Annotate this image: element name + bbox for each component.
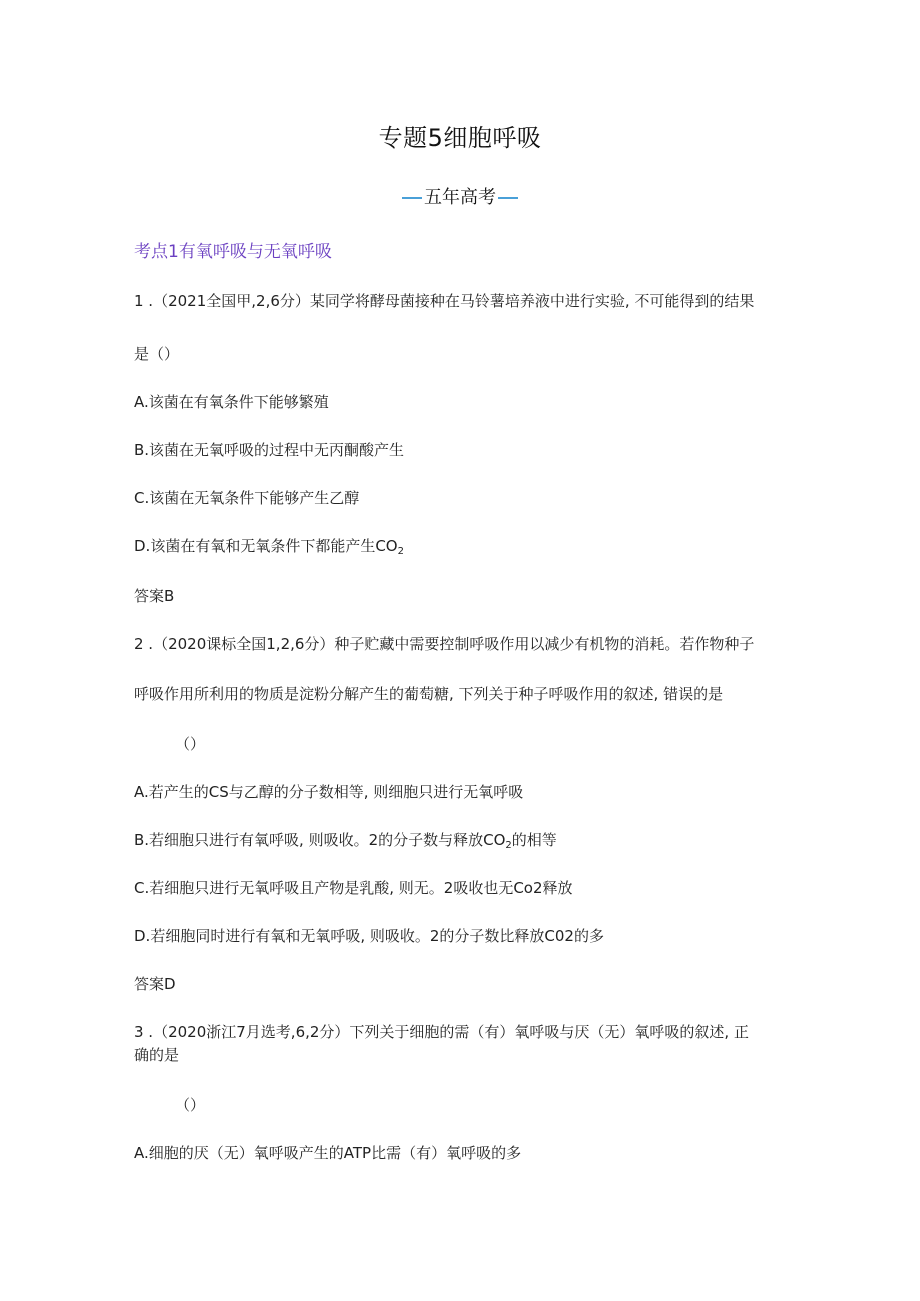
q3-stem-line-2: 确的是: [134, 1046, 180, 1064]
q1-option-c: C.该菌在无氧条件下能够产生乙醇: [134, 489, 360, 507]
q1-option-a: A.该菌在有氧条件下能够繁殖: [134, 393, 329, 411]
q1-option-d: [134, 535, 404, 557]
q1-stem-line-2: 是（）: [134, 345, 180, 363]
q2-answer: 答案D: [134, 975, 176, 993]
q3-stem-line-1: 3 .（2020浙江7月选考,6,2分）下列关于细胞的需（有）氧呼吸与厌（无）氧呼吸的叙述, 正: [134, 1023, 749, 1041]
q2-answer-paren: （）: [175, 735, 206, 753]
q3-option-a: A.细胞的厌（无）氧呼吸产生的ATP比需（有）氧呼吸的多: [134, 1144, 522, 1162]
q2-option-c: C.若细胞只进行无氧呼吸且产物是乳酸, 则无。2吸收也无Co2释放: [134, 879, 573, 897]
q2-option-a: A.若产生的CS与乙醇的分子数相等, 则细胞只进行无氧呼吸: [134, 783, 524, 801]
page-title: 专题5细胞呼吸: [378, 124, 542, 152]
q3-answer-paren: （）: [175, 1096, 206, 1114]
q2-stem-line-2: 呼吸作用所利用的物质是淀粉分解产生的葡萄糖, 下列关于种子呼吸作用的叙述, 错误的是: [134, 685, 724, 703]
q1-option-d-text: D.该菌在有氧和无氧条件下都能产生CO: [134, 537, 398, 555]
q1-answer: 答案B: [134, 587, 175, 605]
q2-option-d: D.若细胞同时进行有氧和无氧呼吸, 则吸收。2的分子数比释放C02的多: [134, 927, 604, 945]
q2-option-b-text: B.若细胞只进行有氧呼吸, 则吸收。2的分子数与释放CO: [134, 831, 506, 849]
q2-option-b-tail: 的相等: [511, 831, 557, 849]
q1-option-d-subscript: 2: [397, 546, 404, 557]
subtitle-text: 五年高考: [424, 187, 496, 208]
q2-option-b: [134, 829, 557, 851]
q1-option-b: B.该菌在无氧呼吸的过程中无丙酮酸产生: [134, 441, 405, 459]
q2-stem-line-1: 2 .（2020课标全国1,2,6分）种子贮藏中需要控制呼吸作用以减少有机物的消耗。若作物种子: [134, 635, 755, 653]
q1-stem-line-1: 1 .（2021全国甲,2,6分）某同学将酵母菌接种在马铃薯培养液中进行实验, 不可能得到的结果: [134, 292, 755, 310]
page-subtitle: [0, 183, 920, 209]
left-accent-dash: [402, 197, 422, 199]
q2-option-b-subscript: 2: [505, 840, 512, 851]
section-heading: 考点1有氧呼吸与无氧呼吸: [134, 242, 332, 262]
right-accent-dash: [498, 197, 518, 199]
